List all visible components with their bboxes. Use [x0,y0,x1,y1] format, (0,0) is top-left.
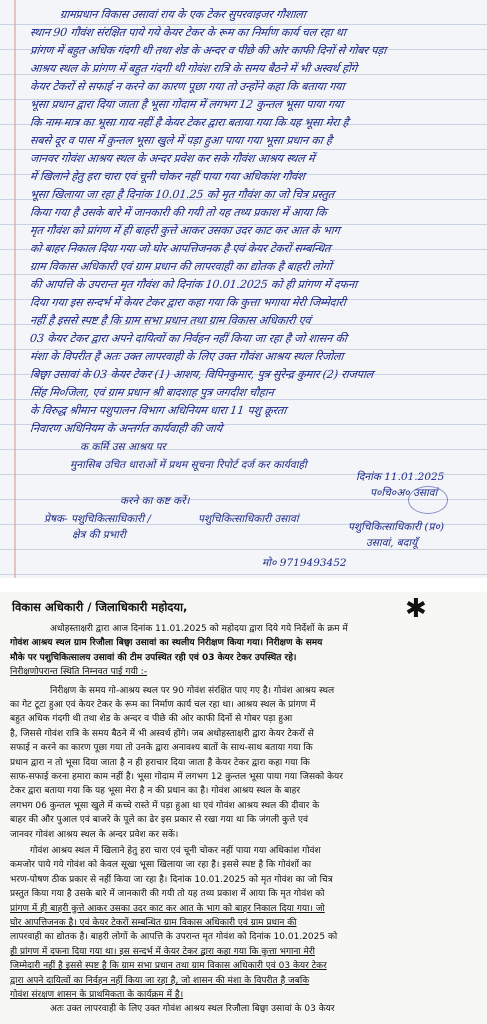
handwritten-line: प्रांगण में बहुत अधिक गंदगी थी तथा शेड के अन्दर व पीछे की ओर काफी दिनों से गोबर पड़ा [29,44,387,57]
letter-line: है, जिससे गोवंश रात्रि के समय बैठने में भी अस्वर्थ होंगे। जब अधोहस्ताक्षरी द्वारा केयर टेकरों से [10,728,314,739]
handwritten-line: भूसा खिलाया जा रहा है दिनांक 10.01.25 को मृत गौवंश का जो चित्र प्रस्तुत [29,188,335,201]
signature-left-line-2: क्षेत्र की प्रभारी [72,529,126,541]
handwritten-line: सबसे दूर व पास में कुन्तल भूसा खुले में पड़ा हुआ पाया गया भूसा प्रधान का है [29,134,333,147]
handwritten-line: को बाहर निकाल दिया गया जो घोर आपत्तिजनक है एवं केयर टेकरों सम्बन्धित [29,242,331,255]
letter-line: भरण-पोषण ठीक प्रकार से नहीं किया जा रहा है। दिनांक 10.01.2025 को मृत गोवंश का जो चित्र [10,874,333,885]
handwritten-line: मृत गौवंश को प्रांगण में ही बाहरी कुत्ते आकर उसका उदर काट कर आत के भाग [29,224,341,237]
signature-right-line-4: उसावां, बदायूँ [366,537,418,549]
letter-line: बहुत अधिक गंदगी थी तथा शेड के अन्दर व पीछे की ओर काफी दिनों से गोबर पड़ा हुआ [10,714,293,725]
letter-line: जानवर गोवंश आश्रय स्थल के अन्दर प्रवेश कर सकें। [10,829,179,840]
handwritten-line: केयर टेकरों से सफाई न करने का कारण पूछा गया तो उन्होंने कहा कि बताया गया [29,80,346,93]
handwritten-line: नहीं है इससे स्पष्ट है कि ग्राम सभा प्रधान तथा ग्राम विकास अधिकारी एवं [29,314,312,327]
letter-line: मौके पर पशुचिकित्सालय उसावां की टीम उपस्थित रही एवं 03 केयर टेकर उपस्थित रहे। [10,652,297,663]
handwritten-line: 03 केयर टेकर द्वारा अपने दायित्वों का निर्वहन नहीं किया जा रहा है जो शासन की [29,332,348,345]
handwritten-line: ग्राम विकास अधिकारी एवं ग्राम प्रधान की लापरवाही का द्योतक है बाहरी लोगों [29,260,333,273]
letter-line: गोवंश आश्रय स्थल ग्राम रिजौला बिछ्वा उसावां का स्थलीय निरीक्षण किया गया। निरीक्षण के समय [10,638,323,649]
handwritten-line: के विरुद्ध श्रीमान पशुपालन विभाग अधिनियम धारा 11 पशु क्रूरता [29,404,287,417]
handwritten-closing: करने का कष्ट करें। [120,495,190,507]
letter-addressee: विकास अधिकारी / जिलाधिकारी महोदया, [12,600,188,614]
handwritten-line: आश्रय स्थल के प्रांगण में बहुत गंदगी थी गोवंश रात्रि के समय बैठने में भी अस्वर्थ होंगे [29,62,358,75]
letter-line: जिम्मेदारी नहीं है इससे स्पष्ट है कि ग्राम सभा प्रधान तथा ग्राम विकास अधिकारी एवं 03 केयर टेकर [10,961,327,972]
letter-line: प्रांगण में ही बाहरी कुत्ते आकर उसका उदर काट कर आत के भाग को बाहर निकाल दिया गया। जो [10,903,325,914]
letter-line: निरीक्षणोपरान्त स्थिति निम्नवत पाई गयी :- [10,667,148,678]
handwritten-line: भूसा प्रधान द्वारा दिया जाता है भूसा गोदाम में लगभग 12 कुन्तल भूसा पाया गया [29,98,344,111]
handwritten-line: बिछ्वा उसावां के 03 केयर टेकर (1) आशय, विपिनकुमार, पुत्र सुरेन्द्र कुमार (2) राजपाल [29,368,374,381]
signature-right-line-2: प०चि०अ० उसावां [370,487,438,499]
signature-left-line-1: प्रेषक- पशुचिकित्साधिकारी / [44,513,151,525]
letter-line: का गेट टूटा हुआ एवं केयर टेकर के रूम का निर्माण कार्य चल रहा था। आश्रय स्थल के प्रांगण में [10,700,316,710]
signature-right-line-1: दिनांक 11.01.2025 [356,471,445,483]
handwritten-line: स्थान 90 गौवंश संरक्षित पाये गये केयर टेकर के रूम का निर्माण कार्य चल रहा था [29,26,347,39]
letter-line: गोवंश संरक्षण शासन के प्राथमिकता के कार्यक्रम में है। [10,990,184,1000]
page-margin-line [14,0,16,578]
letter-line: अतः उक्त लापरवाही के लिए उक्त गोवंश आश्रय स्थल रिजौला बिछ्वा उसावां के 03 केयर [50,1004,335,1015]
handwritten-line: में खिलाने हेतु हरा चारा एवं चूनी चोकर नहीं पाया गया अधिकांश गौवंश [29,170,306,183]
phone-number: मो० 9719493452 [262,557,347,569]
handwritten-line: ग्रामप्रधान विकास उसावां राय के एक टेकर सुपरवाइजर गौशाला [59,8,307,21]
letter-line: साफ-सफाई करना हमारा काम नहीं है। भूसा गोदाम में लगभग 12 कुन्तल भूसा पाया गया जिसको केयर [10,772,343,782]
letter-line: बाहर की और पुआल एवं बाजरे के पूले का ढेर इस प्रकार से रखा गया था कि जंगली कुत्ते एवं [10,815,308,826]
letter-line: टेकर द्वारा बताया गया कि यह भूसा मेरा है न की प्रधान का है। गोवंश आश्रय स्थल के बाहर [10,786,301,797]
handwritten-line: सिंह मि०जिला, एवं ग्राम प्रधान श्री बादशाह पुत्र जगदीश चौहान [29,386,275,399]
printed-letter [0,592,487,1024]
letter-line: प्रधान द्वारा न तो भूसा दिया जाता है न ही हराचार दिया जाता है केयर टेकर द्वारा कहा गया कि [10,757,310,768]
handwritten-line-2: क कर्मि उस आश्रय पर [80,441,166,453]
handwritten-line: की आपत्ति के उपरान्त मृत गौवंश को दिनांक 10.01.2025 को ही प्रांगण में दफना [29,278,358,291]
handwritten-line-3: मुनासिब उचित धाराओं में प्रथम सूचना रिपोर्ट दर्ज कर कार्यवाही [70,459,307,471]
signature-left-line-3: पशुचिकित्साधिकारी उसावां [198,513,299,525]
letter-line: कमजोर पाये गये गोवंश को केवल सूखा भूसा खिलाया जा रहा है। इससे स्पष्ट है कि गोवंशों का [10,860,312,871]
letter-line: गोवंश आश्रय स्थल में खिलाने हेतु हरा चारा एवं चूनी चोकर नहीं पाया गया अधिकांश गोवंश [30,846,321,856]
handwritten-line: मंशा के विपरीत है अतः उक्त लापरवाही के लिए उक्त गौवंश आश्रय स्थल रिजोला [29,350,344,363]
handwritten-line: कि नाम-मात्र का भूसा गाय नहीं है केयर टेकर द्वारा बताया गया कि यह भूसा मेरा है [29,116,350,129]
handwritten-line: किया गया है उसके बारे में जानकारी की गयी तो यह तथ्य प्रकाश में आया कि [29,206,328,219]
letter-line: सफाई न करने का कारण पूछा गया तो उनके द्वारा अनावश्य बातों के साथ-साथ बताया गया कि [10,743,313,754]
image-divider [0,578,487,592]
pin-mark-icon: ✱ [405,594,427,624]
handwritten-line: निवारण अधिनियम के अन्तर्गत कार्यवाही की जाये [29,422,223,435]
letter-line: ही प्रांगण में दफना दिया गया था। इस सन्दर्भ में केयर टेकर द्वारा कहा गया कि कुत्ता भगाना मेरी [10,946,315,957]
letter-line: प्रस्तुत किया गया है उसके बारे में जानकारी की गयी तो यह तथ्य प्रकाश में आया कि मृत गोवंश को [10,889,325,900]
letter-line: घोर आपत्तिजनक है। एवं केयर टेकरों सम्बन्धित ग्राम विकास अधिकारी एवं ग्राम प्रधान की [10,918,297,928]
handwritten-line: जानवर गोवंश आश्रय स्थल के अन्दर प्रवेश कर सके गौवंश आश्रय स्थल में [29,152,316,165]
handwritten-line: दिया गया इस सन्दर्भ में केयर टेकर द्वारा कहा गया कि कुत्ता भगाया मेरी जिम्मेदारी [29,296,347,309]
letter-line: निरीक्षण के समय गो-आश्रय स्थल पर 90 गोवंश संरक्षित पाए गए है। गोवंश आश्रय स्थल [50,685,335,696]
letter-line: लापरवाही का द्योतक है। बाहरी लोगों के आपत्ति के उपरान्त मृत गोवंश को दिनांक 10.01.2025 को [10,932,338,943]
letter-line: द्वारा अपने दायित्वों का निर्वहन नहीं किया जा रहा है, जो शासन की मंशा के विपरीत है जबकि [10,975,310,986]
signature-right-line-3: पशुचिकित्साधिकारी (प्र०) [348,521,445,533]
letter-line: अधोहस्ताक्षरी द्वारा आज दिनांक 11.01.2025 को महोदया द्वारा दिये गये निर्देशों के क्रम में [50,624,348,634]
letter-line: लगभग 06 कुन्तल भूसा खुले में कच्चे रास्ते में पड़ा हुआ था एवं गोवंश आश्रय स्थल की दीवार के [10,800,320,811]
